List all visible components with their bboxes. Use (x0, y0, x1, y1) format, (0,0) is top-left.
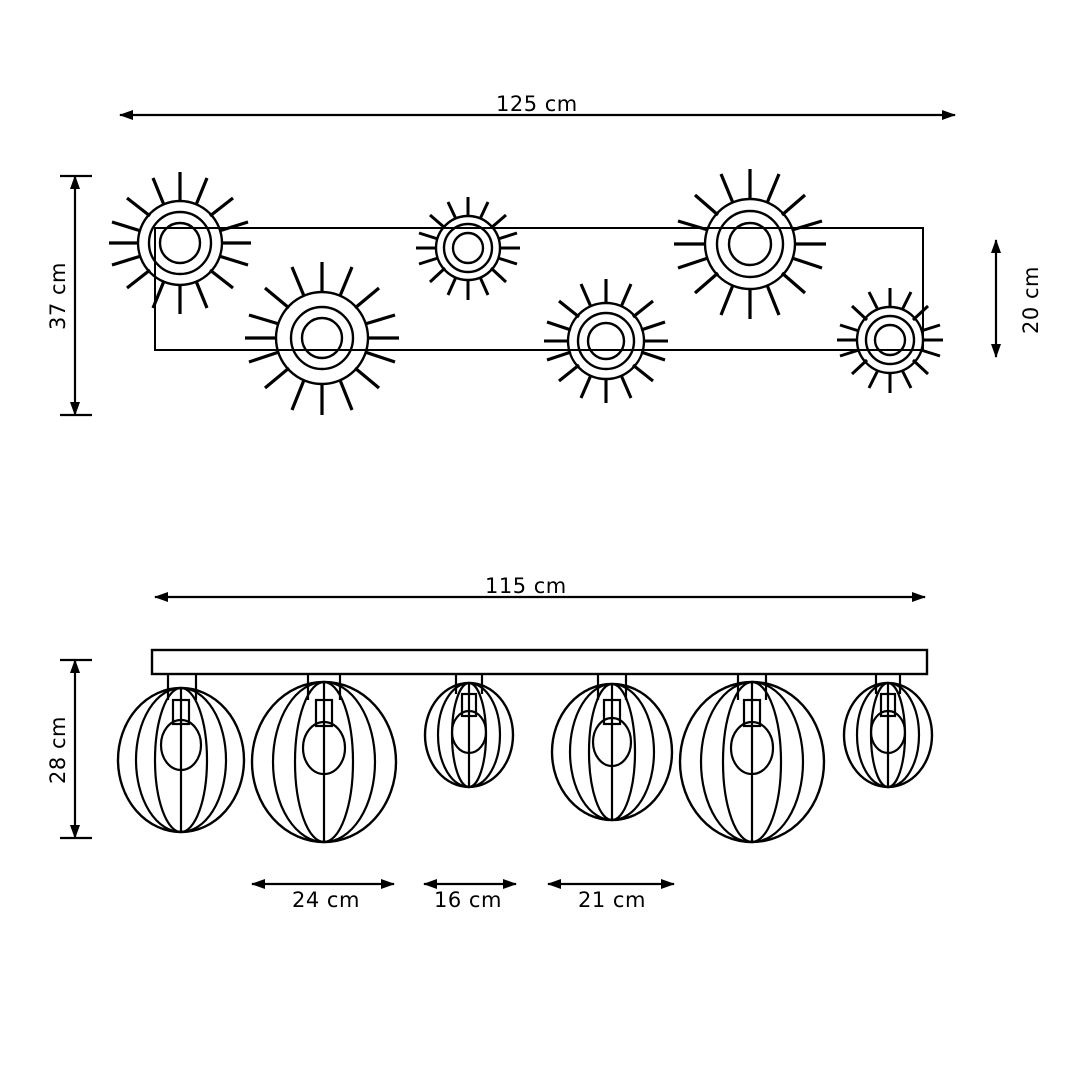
front-shade-1 (118, 688, 244, 832)
top-shade-2 (245, 262, 399, 415)
front-shade-2 (252, 682, 396, 842)
top-shade-6 (837, 288, 943, 393)
top-shade-1 (109, 172, 251, 314)
top-shade-5 (674, 169, 826, 319)
dim-label-top-depth: 37 cm (45, 262, 70, 330)
dim-label-shade-medium: 21 cm (578, 888, 646, 912)
dim-label-front-height: 28 cm (45, 716, 70, 784)
top-view-group (60, 115, 996, 415)
front-shade-3 (425, 683, 513, 787)
top-shade-4 (544, 279, 668, 403)
dim-label-top-width: 125 cm (496, 92, 578, 116)
dim-label-shade-small: 16 cm (434, 888, 502, 912)
dim-label-front-width: 115 cm (485, 574, 567, 598)
front-shade-5 (680, 682, 824, 842)
front-shade-4 (552, 684, 672, 820)
front-shade-6 (844, 683, 932, 787)
top-shade-3 (416, 197, 520, 300)
dim-label-top-inner-depth: 20 cm (1018, 266, 1043, 334)
dim-label-shade-large: 24 cm (292, 888, 360, 912)
front-view-group (60, 597, 932, 884)
